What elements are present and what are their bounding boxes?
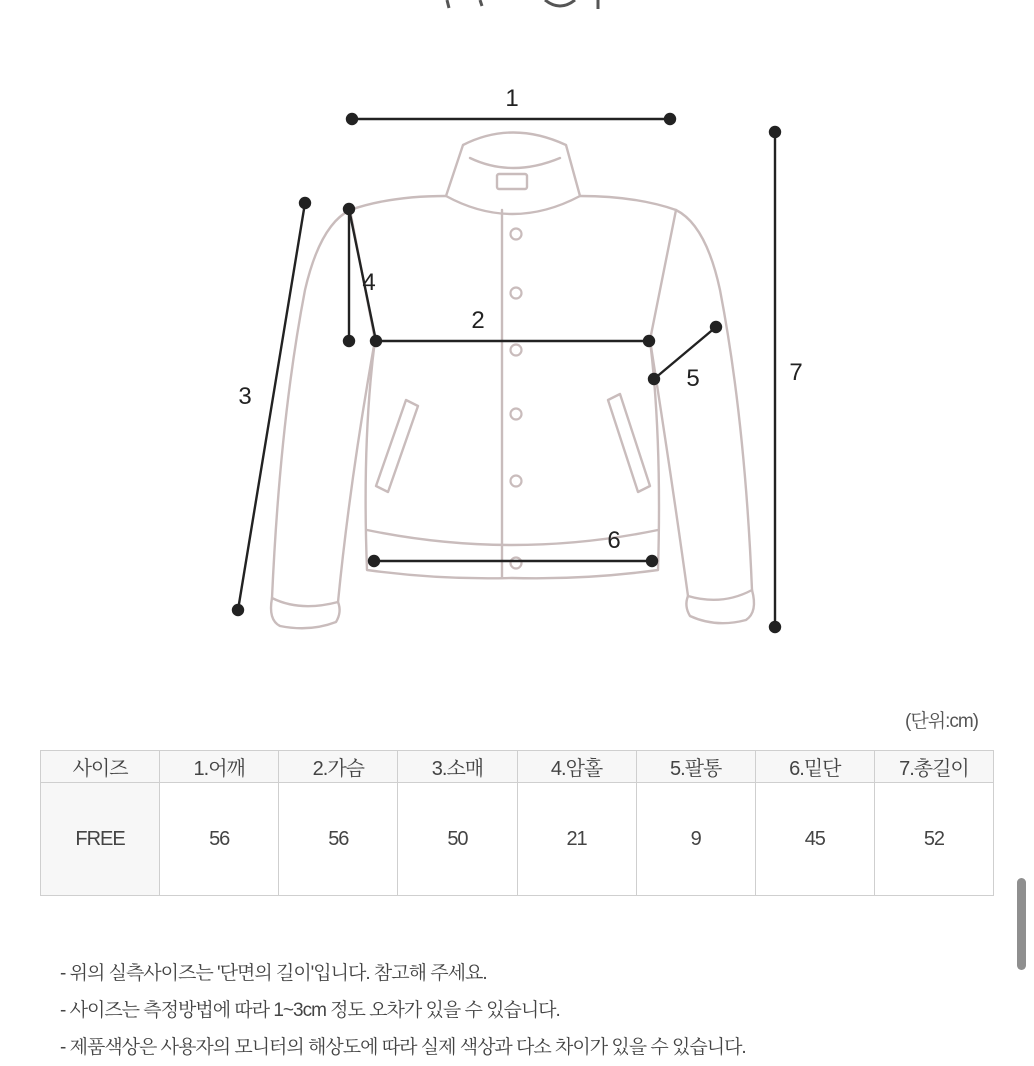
label-5: 5 <box>686 365 700 392</box>
button-icon <box>511 288 522 299</box>
header-hem: 6.밑단 <box>755 751 874 783</box>
scrollbar-thumb[interactable] <box>1017 878 1026 970</box>
label-6: 6 <box>607 527 621 554</box>
cell-chest: 56 <box>279 783 398 896</box>
button-icon <box>511 409 522 420</box>
label-7: 7 <box>789 359 803 386</box>
button-icon <box>511 345 522 356</box>
cell-sleeve: 50 <box>398 783 517 896</box>
header-total-length: 7.총길이 <box>874 751 993 783</box>
table-header-row <box>41 751 994 783</box>
button-icon <box>511 229 522 240</box>
note-item: - 위의 실측사이즈는 '단면의 길이'입니다. 참고해 주세요. <box>60 963 487 984</box>
label-4: 4 <box>362 269 376 296</box>
header-shoulder: 1.어깨 <box>160 751 279 783</box>
label-3: 3 <box>238 383 252 410</box>
cell-total-length: 52 <box>874 783 993 896</box>
cell-size: FREE <box>41 783 160 896</box>
measure-total-length-line <box>770 127 780 632</box>
jacket-buttons <box>511 229 522 569</box>
cell-sleeve-width: 9 <box>636 783 755 896</box>
cell-hem: 45 <box>755 783 874 896</box>
label-1: 1 <box>505 85 519 112</box>
table-row <box>41 783 994 896</box>
size-table <box>40 750 994 896</box>
header-armhole: 4.암홀 <box>517 751 636 783</box>
measure-shoulder-line <box>347 114 675 124</box>
button-icon <box>511 558 522 569</box>
measure-sleeve-width-line <box>649 322 721 384</box>
header-sleeve: 3.소매 <box>398 751 517 783</box>
unit-note: (단위:cm) <box>905 711 978 732</box>
notes-list <box>60 955 746 1066</box>
note-item: - 사이즈는 측정방법에 따라 1~3cm 정도 오차가 있을 수 있습니다. <box>60 1000 560 1021</box>
header-size: 사이즈 <box>41 751 160 783</box>
cell-shoulder: 56 <box>160 783 279 896</box>
header-chest: 2.가슴 <box>279 751 398 783</box>
label-2: 2 <box>471 307 485 334</box>
button-icon <box>511 476 522 487</box>
cell-armhole: 21 <box>517 783 636 896</box>
cropped-heading <box>447 0 598 9</box>
header-sleeve-width: 5.팔통 <box>636 751 755 783</box>
note-item: - 제품색상은 사용자의 모니터의 해상도에 따라 실제 색상과 다소 차이가 있을 수 있습니다. <box>60 1037 746 1058</box>
